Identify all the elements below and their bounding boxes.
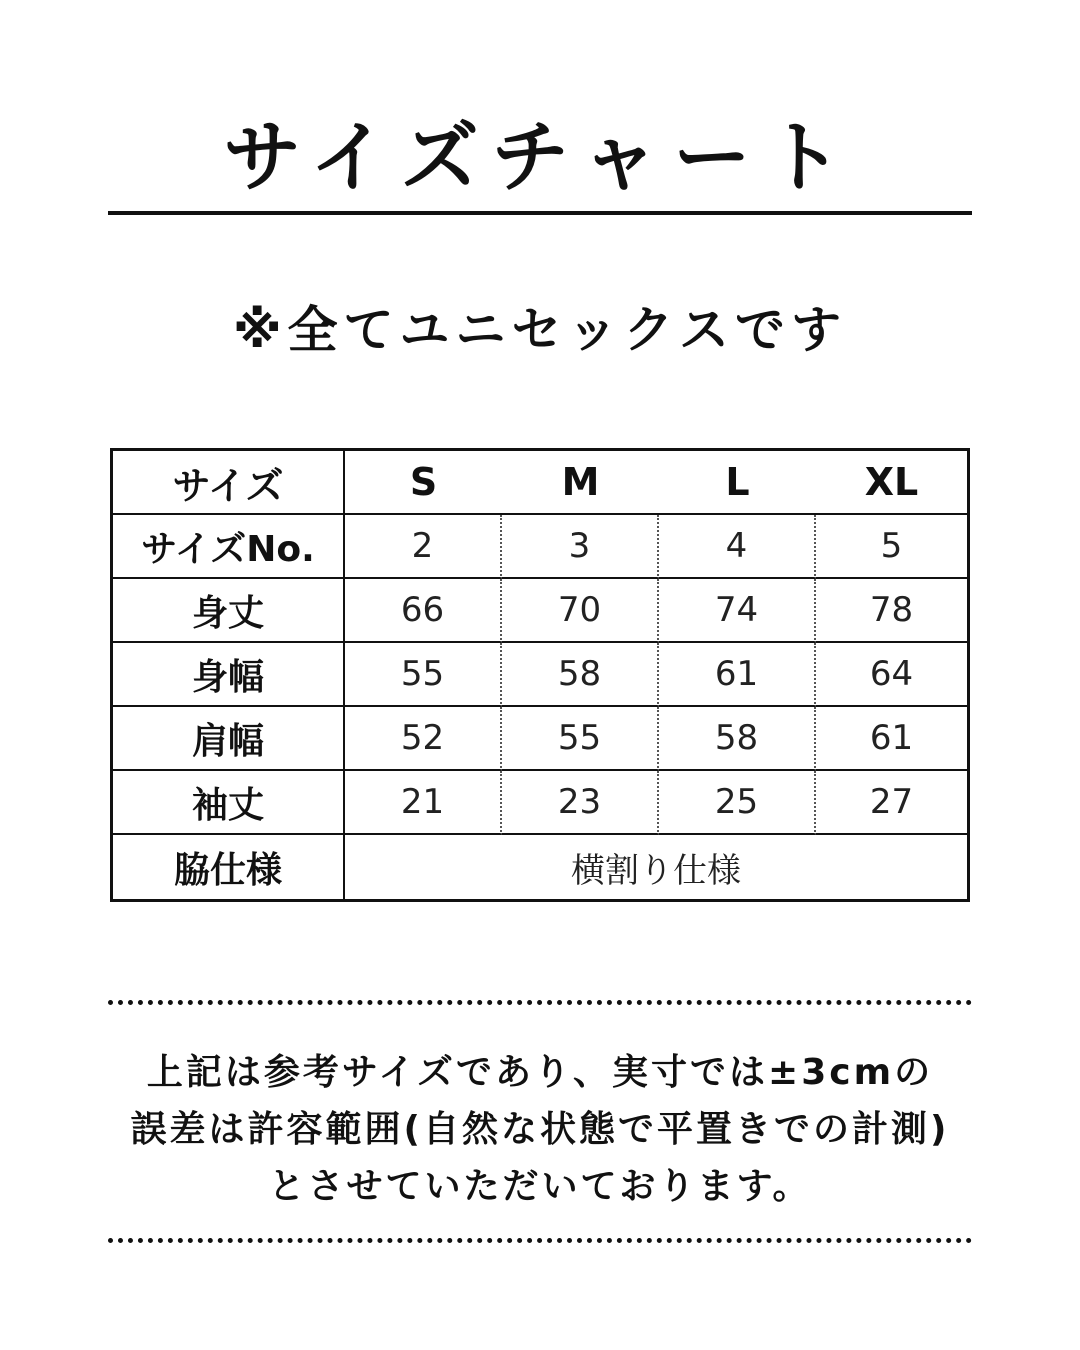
size-chart-table bbox=[110, 448, 970, 902]
header-size-xl: XL bbox=[816, 451, 967, 515]
table-cell: 74 bbox=[659, 579, 816, 643]
table-cell: 52 bbox=[345, 707, 502, 771]
row-label: 脇仕様 bbox=[113, 835, 345, 899]
table-cell: 58 bbox=[659, 707, 816, 771]
page-title: サイズチャート bbox=[223, 113, 857, 203]
side-seam-value: 横割り仕様 bbox=[571, 850, 741, 891]
table-cell: 64 bbox=[816, 643, 967, 707]
measurement-note bbox=[108, 1044, 972, 1215]
note-line: とさせていただいております。 bbox=[268, 1166, 812, 1207]
table-cell: 58 bbox=[502, 643, 659, 707]
header-size-label: サイズ bbox=[113, 451, 345, 515]
note-line: 誤差は許容範囲(自然な状態で平置きでの計測) bbox=[130, 1109, 950, 1150]
table-cell: 23 bbox=[502, 771, 659, 835]
unisex-notice: ※全てユニセックスです bbox=[232, 301, 848, 359]
table-cell: 3 bbox=[502, 515, 659, 579]
table-cell: 61 bbox=[816, 707, 967, 771]
dotted-divider-bottom bbox=[108, 1238, 972, 1243]
table-cell: 78 bbox=[816, 579, 967, 643]
header-size-l: L bbox=[659, 451, 816, 515]
table-cell: 21 bbox=[345, 771, 502, 835]
table-cell: 4 bbox=[659, 515, 816, 579]
row-label: 身幅 bbox=[113, 643, 345, 707]
row-label: 身丈 bbox=[113, 579, 345, 643]
table-cell: 5 bbox=[816, 515, 967, 579]
table-cell: 55 bbox=[502, 707, 659, 771]
header-size-s: S bbox=[345, 451, 502, 515]
dotted-divider-top bbox=[108, 1000, 972, 1005]
table-cell: 61 bbox=[659, 643, 816, 707]
table-cell: 25 bbox=[659, 771, 816, 835]
row-label: 袖丈 bbox=[113, 771, 345, 835]
table-cell: 66 bbox=[345, 579, 502, 643]
note-line: 上記は参考サイズであり、実寸では±3cmの bbox=[146, 1052, 934, 1093]
row-label: サイズNo. bbox=[113, 515, 345, 579]
table-cell: 27 bbox=[816, 771, 967, 835]
row-label: 肩幅 bbox=[113, 707, 345, 771]
table-cell: 70 bbox=[502, 579, 659, 643]
table-cell: 55 bbox=[345, 643, 502, 707]
header-size-m: M bbox=[502, 451, 659, 515]
table-cell: 2 bbox=[345, 515, 502, 579]
title-underline bbox=[108, 211, 972, 215]
